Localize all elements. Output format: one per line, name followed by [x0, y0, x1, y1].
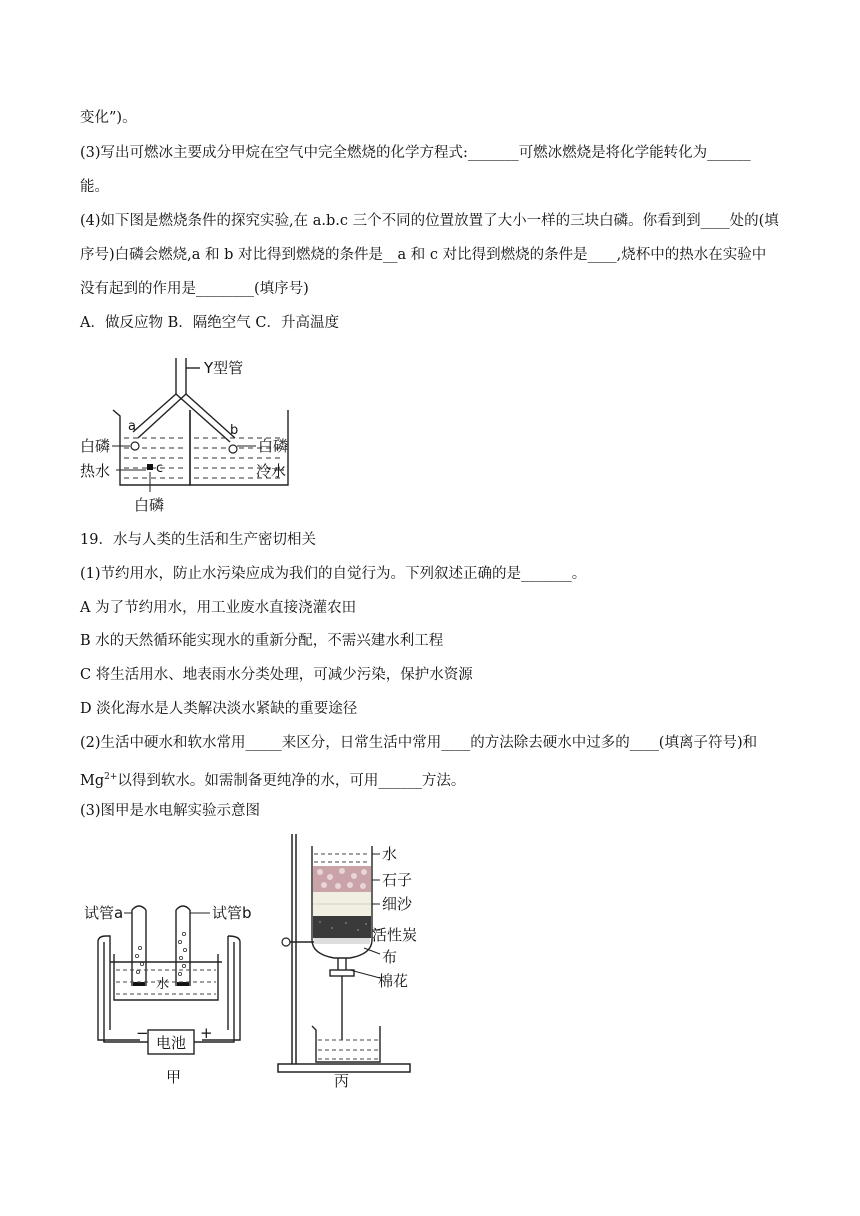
text-line: 能。: [80, 179, 109, 195]
label-water: 水: [382, 845, 398, 863]
label-b: b: [230, 423, 239, 438]
water-filter-figure: [268, 830, 438, 1092]
text-line: 变化”)。: [80, 110, 137, 126]
label-a: a: [128, 419, 136, 434]
figure-caption-jia: 甲: [166, 1068, 182, 1086]
label-white-phosphorus-left: 白磷: [80, 437, 111, 455]
text-line: 没有起到的作用是________(填序号): [80, 281, 309, 297]
label-hot-water: 热水: [80, 462, 111, 480]
text-line: (1)节约用水，防止水污染应成为我们的自觉行为。下列叙述正确的是_______。: [80, 566, 587, 582]
label-white-phosphorus-bottom: 白磷: [134, 496, 165, 514]
label-fine-sand: 细沙: [382, 895, 413, 913]
option-d: D 淡化海水是人类解决淡水紧缺的重要途径: [80, 701, 358, 717]
answer-options: A．做反应物 B．隔绝空气 C．升高温度: [80, 315, 339, 331]
figure-caption-bing: 丙: [334, 1072, 350, 1090]
text-line: (3)图甲是水电解实验示意图: [80, 803, 261, 819]
combustion-experiment-figure: [78, 350, 308, 520]
label-cloth: 布: [382, 948, 398, 966]
label-plus: +: [200, 1024, 213, 1042]
label-white-phosphorus-right: 白磷: [258, 437, 289, 455]
label-stones: 石子: [382, 871, 413, 889]
label-cotton: 棉花: [378, 972, 409, 990]
text-line: (3)写出可燃冰主要成分甲烷在空气中完全燃烧的化学方程式:_______可燃冰燃烧是将化学能转化为______: [80, 145, 751, 161]
electrolysis-figure: [80, 890, 270, 1090]
text-line: $Mg^{2+}$以得到软水。如需制备更纯净的水，可用______方法。: [80, 772, 466, 789]
text-line: (4)如下图是燃烧条件的探究实验,在 a.b.c 三个不同的位置放置了大小一样的三块白磷。你看到到____处的(填: [80, 213, 779, 229]
text-line: 序号)白磷会燃烧,a 和 b 对比得到燃烧的条件是__a 和 c 对比得到燃烧的条件是____,烧杯中的热水在实验中: [80, 247, 767, 263]
text-line: (2)生活中硬水和软水常用_____来区分，日常生活中常用____的方法除去硬水中过多的____(填离子符号)和: [80, 735, 758, 751]
label-test-tube-a: 试管a: [84, 904, 124, 922]
label-c: c: [156, 461, 164, 476]
option-a: A 为了节约用水，用工业废水直接浇灌农田: [80, 600, 357, 616]
label-water: 水: [156, 977, 170, 992]
label-cold-water: 冷水: [256, 462, 287, 480]
label-test-tube-b: 试管b: [212, 904, 252, 922]
label-battery: 电池: [156, 1034, 187, 1052]
label-activated-carbon: 活性炭: [372, 926, 418, 944]
label-y-tube: Y型管: [204, 359, 244, 377]
label-minus: −: [136, 1024, 149, 1042]
option-b: B 水的天然循环能实现水的重新分配，不需兴建水利工程: [80, 633, 444, 649]
question-19-title: 19．水与人类的生活和生产密切相关: [80, 532, 316, 548]
option-c: C 将生活用水、地表雨水分类处理，可减少污染，保护水资源: [80, 667, 473, 683]
